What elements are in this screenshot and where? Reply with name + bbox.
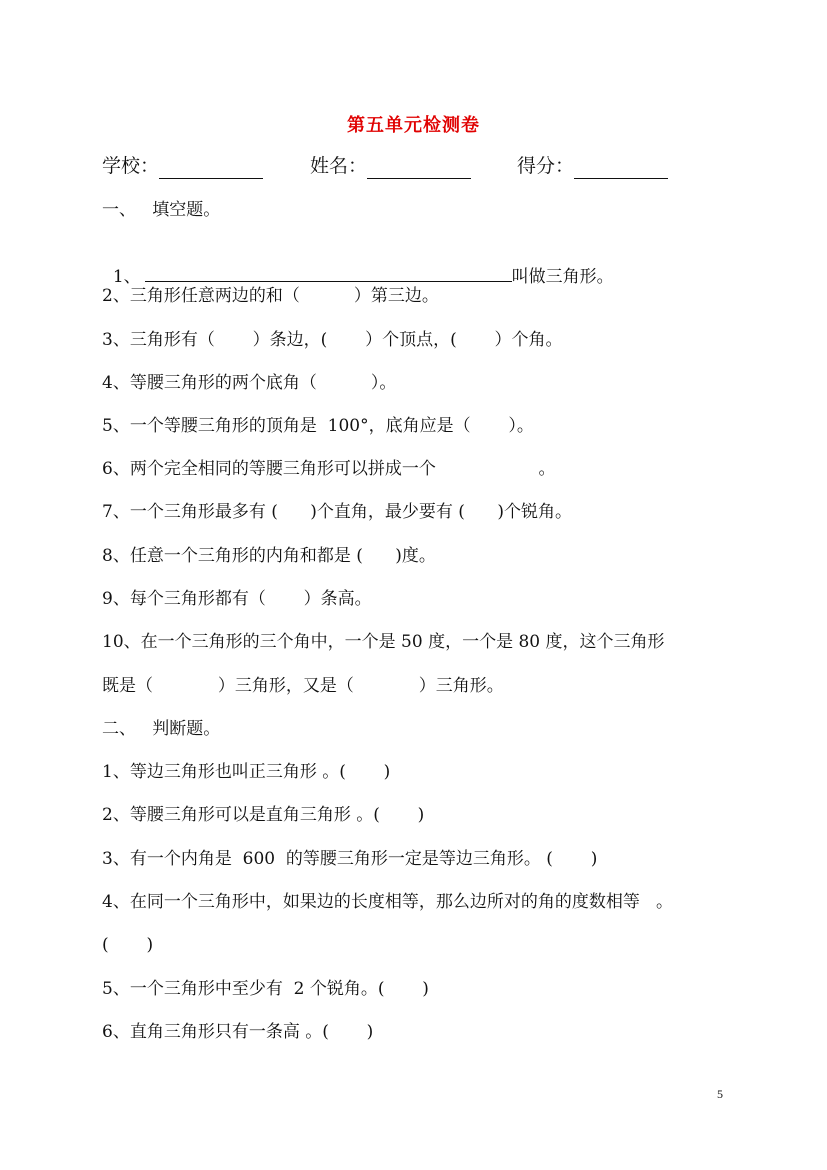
question-2-3: 3、有一个内角是 600 的等腰三角形一定是等边三角形。 ( ) bbox=[102, 849, 598, 869]
question-1-5: 5、一个等腰三角形的顶角是 100°，底角应是（ ）。 bbox=[102, 416, 534, 436]
question-1-3: 3、三角形有（ ）条边，( ）个顶点，( ）个角。 bbox=[102, 330, 563, 350]
question-2-1: 1、等边三角形也叫正三角形 。( ) bbox=[102, 762, 391, 782]
page-title: 第五单元检测卷 bbox=[347, 115, 480, 136]
school-blank[interactable] bbox=[159, 158, 263, 179]
question-1-2: 2、三角形任意两边的和（ ）第三边。 bbox=[102, 286, 439, 306]
question-1-6: 6、两个完全相同的等腰三角形可以拼成一个 。 bbox=[102, 459, 556, 479]
question-2-6: 6、直角三角形只有一条高 。( ) bbox=[102, 1022, 374, 1042]
q1-answer-blank[interactable] bbox=[145, 265, 512, 282]
question-1-8: 8、任意一个三角形的内角和都是 ( )度。 bbox=[102, 546, 436, 566]
name-blank[interactable] bbox=[367, 158, 471, 179]
question-1-9: 9、每个三角形都有（ ）条高。 bbox=[102, 589, 372, 609]
school-field bbox=[102, 153, 263, 179]
section-2-heading: 二、 判断题。 bbox=[102, 719, 221, 739]
question-1-10-line-2: 既是（ ）三角形，又是（ ）三角形。 bbox=[102, 676, 504, 696]
name-label: 姓名： bbox=[310, 155, 368, 177]
score-field bbox=[517, 153, 668, 179]
q1-prefix: 1、 bbox=[112, 267, 141, 287]
question-1-4: 4、等腰三角形的两个底角（ ）。 bbox=[102, 373, 397, 393]
question-1-1 bbox=[102, 241, 614, 289]
question-2-5: 5、一个三角形中至少有 2 个锐角。( ) bbox=[102, 979, 429, 999]
q1-suffix: 叫做三角形。 bbox=[511, 267, 614, 287]
question-2-2: 2、等腰三角形可以是直角三角形 。( ) bbox=[102, 805, 425, 825]
section-1-heading: 一、 填空题。 bbox=[102, 200, 221, 220]
question-2-4-line-2: ( ) bbox=[102, 935, 154, 955]
question-1-10-line-1: 10、在一个三角形的三个角中，一个是 50 度，一个是 80 度，这个三角形 bbox=[102, 632, 665, 652]
question-2-4-line-1: 4、在同一个三角形中，如果边的长度相等，那么边所对的角的度数相等 。 bbox=[102, 892, 674, 912]
score-label: 得分： bbox=[517, 155, 575, 177]
page-number: 5 bbox=[717, 1087, 723, 1101]
name-field bbox=[310, 153, 471, 179]
score-blank[interactable] bbox=[574, 158, 668, 179]
question-1-7: 7、一个三角形最多有 ( )个直角，最少要有 ( )个锐角。 bbox=[102, 502, 572, 522]
school-label: 学校： bbox=[102, 155, 160, 177]
